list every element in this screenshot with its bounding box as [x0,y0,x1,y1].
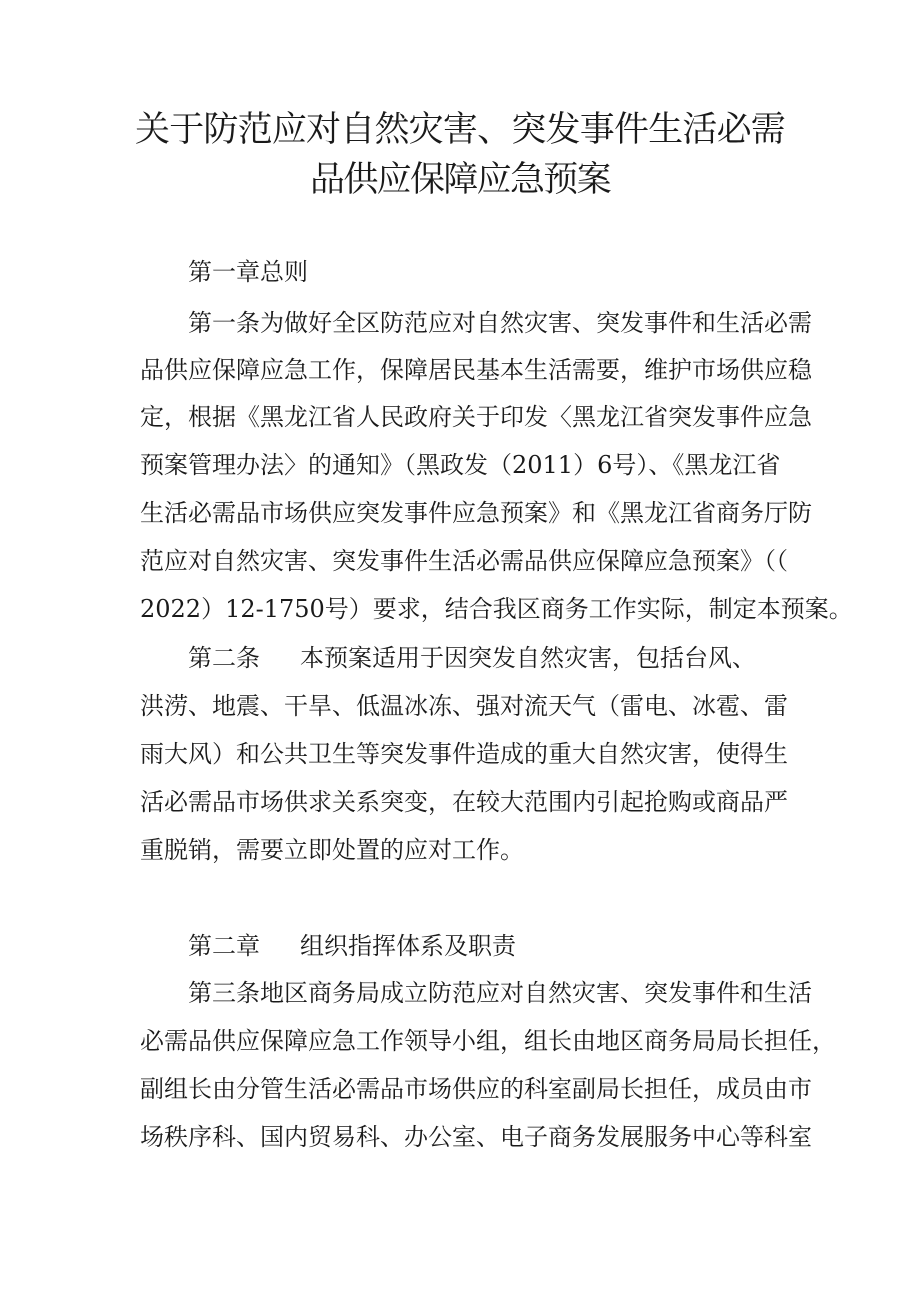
article-3-line: 第三条地区商务局成立防范应对自然灾害、突发事件和生活 [188,979,812,1007]
article-1-line: 定，根据《黑龙江省人民政府关于印发〈黑龙江省突发事件应急 [140,403,812,431]
chapter-2-label: 第二章 [188,932,260,960]
article-3-line: 副组长由分管生活必需品市场供应的科室副局长担任，成员由市 [140,1075,812,1103]
article-2-line: 洪涝、地震、干旱、低温冰冻、强对流天气（雷电、冰雹、雷 [140,692,788,720]
article-3-line: 场秩序科、国内贸易科、办公室、电子商务发展服务中心等科室 [140,1123,812,1151]
article-2-line: 活必需品市场供求关系突变，在较大范围内引起抢购或商品严 [140,788,788,816]
article-3-line: 必需品供应保障应急工作领导小组，组长由地区商务局局长担任， [140,1027,836,1055]
article-2-text: 本预案适用于因突发自然灾害，包括台风、 [300,644,756,672]
document-title-line-2: 品供应保障应急预案 [310,160,610,200]
article-1-line: 第一条为做好全区防范应对自然灾害、突发事件和生活必需 [188,309,812,337]
document-title-line-1: 关于防范应对自然灾害、突发事件生活必需 [135,110,785,150]
article-2-label: 第二条 [188,644,260,672]
article-2-line: 雨大风）和公共卫生等突发事件造成的重大自然灾害，使得生 [140,740,788,768]
chapter-2-title: 组织指挥体系及职责 [300,932,516,960]
chapter-1-heading: 第一章总则 [188,258,308,286]
chapter-2-heading [188,931,516,961]
article-2-first-line [188,643,756,673]
article-1-line: 预案管理办法〉的通知》（黑政发（2011）6号）、《黑龙江省 [140,451,781,479]
article-2-line: 重脱销，需要立即处置的应对工作。 [140,836,524,864]
article-1-line: 品供应保障应急工作，保障居民基本生活需要，维护市场供应稳 [140,356,812,384]
article-1-line: 范应对自然灾害、突发事件生活必需品供应保障应急预案》（（ [140,547,788,575]
article-1-line: 2022）12-1750号）要求，结合我区商务工作实际，制定本预案。 [140,595,853,623]
article-1-line: 生活必需品市场供应突发事件应急预案》和《黑龙江省商务厅防 [140,499,812,527]
